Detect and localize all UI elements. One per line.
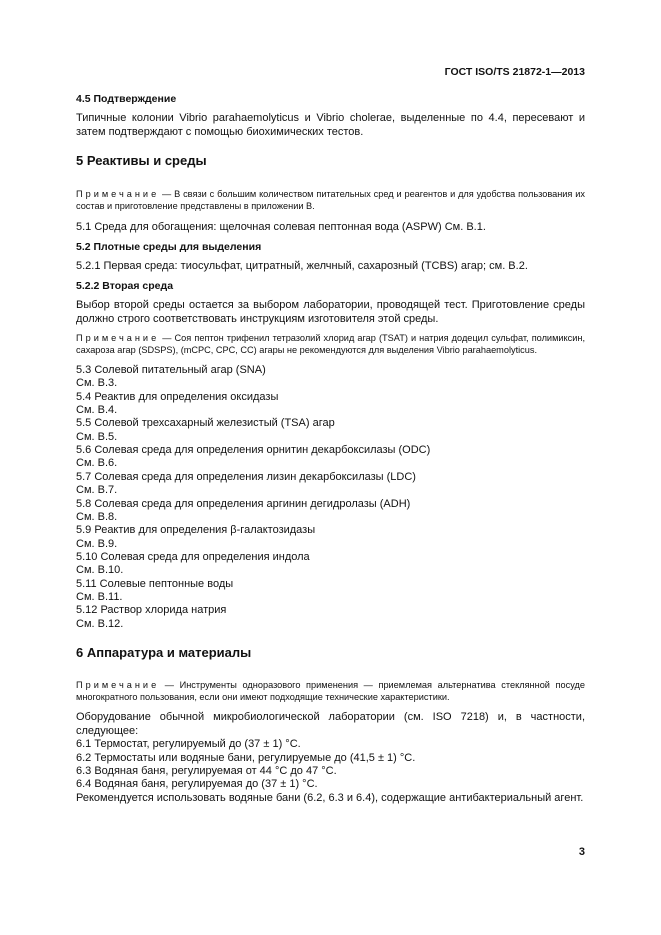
reagents-list	[76, 364, 585, 631]
note-label: Примечание	[76, 188, 160, 199]
list-item: См. В.3.	[76, 377, 118, 390]
list-item: См. В.6.	[76, 457, 118, 470]
section-5-note-2	[76, 332, 585, 356]
page-content	[76, 93, 585, 805]
section-5-note-1	[76, 188, 585, 212]
note-text: — В связи с большим количеством питательных сред и реагентов и для удобства пользования их состав и приготовление представлены в приложении В.	[76, 188, 585, 211]
list-item: 6.4 Водяная баня, регулируемая до (37 ± 1) °С.	[76, 778, 318, 791]
paragraph-5-1: 5.1 Среда для обогащения: щелочная солевая пептонная вода (ASPW) См. В.1.	[76, 220, 486, 233]
note-text: — Соя пептон трифенил тетразолий хлорид агар (TSAT) и натрия додецил сульфат, полимиксин, сахароза агар (SDSPS), (mCPC, CPC, CC) агары не рекомендуются для выделения Vibrio parahaemolyticus.	[76, 333, 585, 356]
list-item: 6.1 Термостат, регулируемый до (37 ± 1) °С.	[76, 738, 301, 751]
list-item: См. В.10.	[76, 564, 124, 577]
list-item: См. В.7.	[76, 484, 118, 497]
list-item: 5.4 Реактив для определения оксидазы	[76, 390, 279, 403]
list-item: 6.2 Термостаты или водяные бани, регулируемые до (41,5 ± 1) °С.	[76, 751, 416, 764]
list-item: 5.8 Солевая среда для определения аргинин дегидролазы (ADH)	[76, 497, 411, 510]
note-label: Примечание	[76, 333, 160, 344]
paragraph-5-2-2: Выбор второй среды остается за выбором лаборатории, проводящей тест. Приготовление среды должно строго соответствовать инструкциям изготовителя этой среды.	[76, 299, 585, 325]
equipment-list	[76, 738, 585, 791]
note-label: Примечание	[76, 680, 160, 691]
list-item: См. В.9.	[76, 537, 118, 550]
list-item: 5.11 Солевые пептонные воды	[76, 577, 234, 590]
section-4-5-text: Типичные колонии Vibrio parahaemolyticus и Vibrio cholerae, выделенные по 4.4, пересевают и затем подтверждают с помощью биохимических тестов.	[76, 112, 585, 138]
list-item: См. В.11.	[76, 590, 123, 603]
section-5-2-2-title: 5.2.2 Вторая среда	[76, 279, 174, 292]
section-5-2-title: 5.2 Плотные среды для выделения	[76, 241, 262, 254]
note-text: — Инструменты одноразового применения — приемлемая альтернатива стеклянной посуде многократного пользования, если они имеют подходящие технические характеристики.	[76, 680, 585, 703]
list-item: 5.7 Солевая среда для определения лизин декарбоксилазы (LDC)	[76, 470, 416, 483]
page-number: 3	[578, 846, 585, 858]
section-6-note	[76, 679, 585, 703]
list-item: См. В.12.	[76, 617, 124, 630]
list-item: См. В.8.	[76, 510, 118, 523]
section-6-title: 6 Аппаратура и материалы	[76, 644, 252, 660]
list-item: См. В.4.	[76, 404, 118, 417]
list-item: 5.5 Солевой трехсахарный железистый (TSA) агар	[76, 417, 335, 430]
section-4-5-title: 4.5 Подтверждение	[76, 93, 177, 105]
list-item: 6.3 Водяная баня, регулируемая от 44 °С до 47 °С.	[76, 764, 337, 777]
section-5-title: 5 Реактивы и среды	[76, 153, 207, 169]
list-item: 5.9 Реактив для определения β-галактозидазы	[76, 524, 316, 537]
document-id-header: ГОСТ ISO/TS 21872-1—2013	[444, 66, 585, 78]
section-6-intro: Оборудование обычной микробиологической лаборатории (см. ISO 7218) и, в частности, следующее:	[76, 711, 585, 737]
list-item: См. В.5.	[76, 430, 118, 443]
list-item: 5.12 Раствор хлорида натрия	[76, 604, 227, 617]
paragraph-5-2-1: 5.2.1 Первая среда: тиосульфат, цитратный, желчный, сахарозный (TCBS) агар; см. В.2.	[76, 260, 528, 273]
list-item: 5.10 Солевая среда для определения индола	[76, 550, 310, 563]
list-item: 5.6 Солевая среда для определения орнитин декарбоксилазы (ODC)	[76, 444, 431, 457]
list-item: 5.3 Солевой питательный агар (SNA)	[76, 364, 266, 377]
section-6-recommendation: Рекомендуется использовать водяные бани (6.2, 6.3 и 6.4), содержащие антибактериальный агент.	[76, 791, 584, 804]
